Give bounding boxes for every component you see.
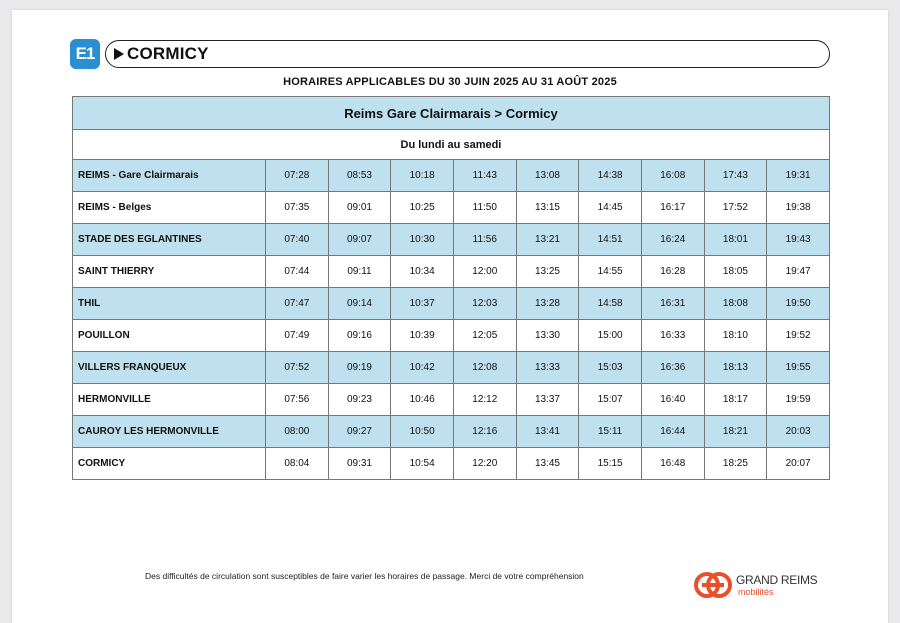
departure-time: 19:47: [767, 256, 830, 288]
departure-time: 13:08: [516, 160, 579, 192]
departure-time: 07:44: [266, 256, 329, 288]
timetable-row: [73, 416, 830, 448]
departure-time: 16:44: [641, 416, 704, 448]
departure-time: 17:52: [704, 192, 767, 224]
stop-name: CORMICY: [73, 448, 266, 480]
departure-time: 07:52: [266, 352, 329, 384]
departure-time: 07:28: [266, 160, 329, 192]
departure-time: 12:03: [453, 288, 516, 320]
timetable: [72, 96, 830, 480]
departure-time: 19:59: [767, 384, 830, 416]
departure-time: 18:25: [704, 448, 767, 480]
departure-time: 08:53: [328, 160, 391, 192]
departure-time: 19:38: [767, 192, 830, 224]
timetable-row: [73, 384, 830, 416]
departure-time: 18:13: [704, 352, 767, 384]
departure-time: 16:28: [641, 256, 704, 288]
logo-subtitle: mobilités: [738, 587, 774, 597]
departure-time: 13:30: [516, 320, 579, 352]
departure-time: 12:08: [453, 352, 516, 384]
stop-name: HERMONVILLE: [73, 384, 266, 416]
departure-time: 08:00: [266, 416, 329, 448]
timetable-row: [73, 448, 830, 480]
departure-time: 09:23: [328, 384, 391, 416]
departure-time: 13:21: [516, 224, 579, 256]
timetable-row: [73, 224, 830, 256]
departure-time: 07:35: [266, 192, 329, 224]
departure-time: 10:54: [391, 448, 454, 480]
departure-time: 07:49: [266, 320, 329, 352]
departure-time: 07:47: [266, 288, 329, 320]
departure-time: 10:39: [391, 320, 454, 352]
departure-time: 14:55: [579, 256, 642, 288]
departure-time: 12:12: [453, 384, 516, 416]
departure-time: 13:33: [516, 352, 579, 384]
departure-time: 13:28: [516, 288, 579, 320]
departure-time: 09:19: [328, 352, 391, 384]
departure-time: 09:14: [328, 288, 391, 320]
grand-reims-logo-icon: [694, 572, 732, 598]
departure-time: 10:18: [391, 160, 454, 192]
departure-time: 10:37: [391, 288, 454, 320]
timetable-row: [73, 160, 830, 192]
departure-time: 16:48: [641, 448, 704, 480]
departure-time: 12:16: [453, 416, 516, 448]
departure-time: 10:30: [391, 224, 454, 256]
departure-time: 12:20: [453, 448, 516, 480]
departure-time: 13:15: [516, 192, 579, 224]
disclaimer-note: Des difficultés de circulation sont susceptibles de faire varier les horaires de passage. Merci de votre compréhension: [145, 571, 584, 581]
line-header: [70, 39, 830, 69]
departure-time: 17:43: [704, 160, 767, 192]
departure-time: 19:43: [767, 224, 830, 256]
departure-time: 13:25: [516, 256, 579, 288]
direction-row: [73, 97, 830, 130]
departure-time: 15:07: [579, 384, 642, 416]
stop-name: THIL: [73, 288, 266, 320]
stop-name: VILLERS FRANQUEUX: [73, 352, 266, 384]
departure-time: 16:17: [641, 192, 704, 224]
departure-time: 16:40: [641, 384, 704, 416]
departure-time: 19:55: [767, 352, 830, 384]
departure-time: 08:04: [266, 448, 329, 480]
departure-time: 19:31: [767, 160, 830, 192]
departure-time: 09:07: [328, 224, 391, 256]
departure-time: 12:00: [453, 256, 516, 288]
departure-time: 15:00: [579, 320, 642, 352]
days-label: Du lundi au samedi: [73, 130, 830, 160]
departure-time: 09:11: [328, 256, 391, 288]
departure-time: 18:01: [704, 224, 767, 256]
departure-time: 16:24: [641, 224, 704, 256]
departure-time: 20:07: [767, 448, 830, 480]
departure-time: 15:11: [579, 416, 642, 448]
grand-reims-logo: [694, 572, 834, 602]
timetable-row: [73, 352, 830, 384]
departure-time: 18:05: [704, 256, 767, 288]
departure-time: 09:01: [328, 192, 391, 224]
destination-title: CORMICY: [127, 44, 209, 63]
timetable-row: [73, 192, 830, 224]
departure-time: 14:58: [579, 288, 642, 320]
departure-time: 07:40: [266, 224, 329, 256]
departure-time: 20:03: [767, 416, 830, 448]
timetable-row: [73, 256, 830, 288]
departure-time: 15:03: [579, 352, 642, 384]
departure-time: 07:56: [266, 384, 329, 416]
departure-time: 14:51: [579, 224, 642, 256]
departure-time: 16:33: [641, 320, 704, 352]
departure-time: 16:31: [641, 288, 704, 320]
departure-time: 14:38: [579, 160, 642, 192]
logo-name: GRAND REIMS: [736, 573, 818, 587]
stop-name: REIMS - Gare Clairmarais: [73, 160, 266, 192]
days-row: [73, 130, 830, 160]
play-icon: [114, 48, 124, 60]
departure-time: 10:50: [391, 416, 454, 448]
departure-time: 09:27: [328, 416, 391, 448]
departure-time: 11:43: [453, 160, 516, 192]
departure-time: 10:42: [391, 352, 454, 384]
departure-time: 16:36: [641, 352, 704, 384]
departure-time: 13:41: [516, 416, 579, 448]
departure-time: 10:46: [391, 384, 454, 416]
timetable-row: [73, 320, 830, 352]
departure-time: 19:52: [767, 320, 830, 352]
stop-name: REIMS - Belges: [73, 192, 266, 224]
direction-title: Reims Gare Clairmarais > Cormicy: [73, 97, 830, 130]
timetable-row: [73, 288, 830, 320]
departure-time: 13:37: [516, 384, 579, 416]
departure-time: 09:16: [328, 320, 391, 352]
departure-time: 09:31: [328, 448, 391, 480]
departure-time: 18:08: [704, 288, 767, 320]
departure-time: 10:34: [391, 256, 454, 288]
stop-name: SAINT THIERRY: [73, 256, 266, 288]
stop-name: STADE DES EGLANTINES: [73, 224, 266, 256]
validity-period: HORAIRES APPLICABLES DU 30 JUIN 2025 AU 31 AOÛT 2025: [283, 76, 617, 88]
departure-time: 13:45: [516, 448, 579, 480]
line-badge: E1: [70, 39, 100, 69]
departure-time: 10:25: [391, 192, 454, 224]
destination-pill: [105, 40, 830, 68]
departure-time: 11:50: [453, 192, 516, 224]
departure-time: 15:15: [579, 448, 642, 480]
departure-time: 11:56: [453, 224, 516, 256]
stop-name: POUILLON: [73, 320, 266, 352]
departure-time: 16:08: [641, 160, 704, 192]
departure-time: 12:05: [453, 320, 516, 352]
departure-time: 14:45: [579, 192, 642, 224]
departure-time: 18:21: [704, 416, 767, 448]
departure-time: 18:17: [704, 384, 767, 416]
departure-time: 19:50: [767, 288, 830, 320]
stop-name: CAUROY LES HERMONVILLE: [73, 416, 266, 448]
departure-time: 18:10: [704, 320, 767, 352]
